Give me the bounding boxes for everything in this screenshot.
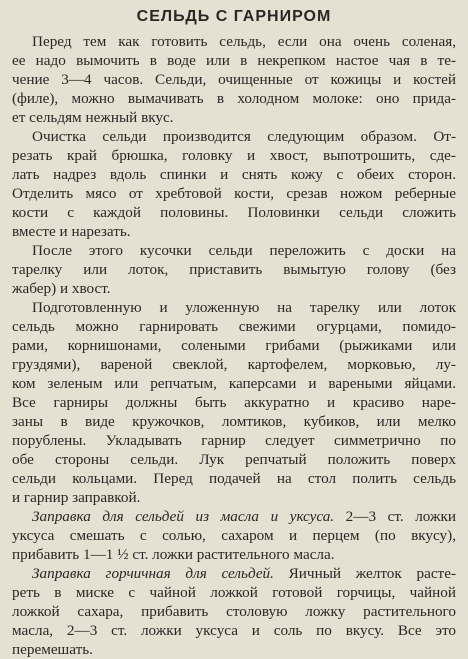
text-fragment: Яичный желток расте-: [273, 565, 456, 582]
text-line: [12, 507, 456, 526]
text-line: груздями), вареной свеклой, картофелем, морковью, лу-: [12, 356, 456, 373]
paragraph-garnish: [12, 298, 456, 507]
text-line: перемешать.: [12, 641, 93, 658]
text-line: рами, корнишонами, солеными грибами (рыжиками или: [12, 337, 456, 354]
text-line: ет сельдям нежный вкус.: [12, 109, 174, 126]
text-line: Все гарниры должны быть аккуратно и красиво наре-: [12, 394, 456, 411]
dressing-heading: Заправка для сельдей из масла и уксуса.: [32, 508, 335, 525]
text-line: заны в виде кружочков, ломтиков, кубиков, или мелко: [12, 413, 456, 430]
text-line: ее надо вымочить в воде или в некрепком настое чая в те-: [12, 52, 456, 69]
text-line: сельдь можно гарнировать свежими огурцами, помидо-: [12, 318, 456, 335]
text-line: ложкой сахара, прибавить столовую ложку растительного: [12, 603, 456, 620]
text-line: лать надрез вдоль спинки и снять кожу с обеих сторон.: [12, 166, 456, 183]
text-line: Перед тем как готовить сельдь, если она очень соленая,: [32, 33, 456, 50]
text-fragment: 2—3 ст. ложки: [334, 508, 456, 525]
dressing-heading: Заправка горчичная для сельдей.: [32, 565, 274, 582]
text-line: порублены. Укладывать гарнир следует симметрично по: [12, 432, 456, 449]
text-line: вместе и нарезать.: [12, 223, 131, 240]
text-line: кости с каждой половины. Половинки сельди сложить: [12, 204, 456, 221]
paragraph-mustard-dressing: [12, 564, 456, 659]
text-line: Подготовленную и уложенную на тарелку или лоток: [32, 299, 456, 316]
paragraph-soaking: [12, 32, 456, 127]
text-line: масла, 2—3 ст. ложки уксуса и соль по вкусу. Все это: [12, 622, 456, 639]
text-line: обе стороны сельди. Лук репчатый положить поверх: [12, 451, 456, 468]
paragraph-plating: [12, 241, 456, 298]
text-line: ком зеленым или репчатым, каперсами и вареными яйцами.: [12, 375, 456, 392]
text-line: прибавить 1—1 ½ ст. ложки растительного масла.: [12, 546, 335, 563]
text-line: (филе), можно вымачивать в холодном молоке: оно прида-: [12, 90, 456, 107]
text-line: Отделить мясо от хребтовой кости, срезав ножом реберные: [12, 185, 456, 202]
text-line: чение 3—4 часов. Сельди, очищенные от кожицы и костей: [12, 71, 456, 88]
paragraph-cleaning: [12, 127, 456, 241]
text-line: [12, 564, 456, 583]
paragraph-oil-vinegar-dressing: [12, 507, 456, 564]
text-line: и гарнир заправкой.: [12, 489, 141, 506]
text-line: После этого кусочки сельди переложить с доски на: [32, 242, 456, 259]
text-line: тарелку или лоток, приставить вымытую голову (без: [12, 261, 456, 278]
text-line: реть в миске с чайной ложкой готовой горчицы, чайной: [12, 584, 456, 601]
recipe-title: СЕЛЬДЬ С ГАРНИРОМ: [136, 8, 332, 25]
text-line: уксуса смешать с солью, сахаром и перцем (по вкусу),: [12, 527, 456, 544]
text-line: Очистка сельди производится следующим образом. От-: [32, 128, 456, 145]
text-line: резать край брюшка, головку и хвост, выпотрошить, сде-: [12, 147, 456, 164]
text-line: сельди кольцами. Перед подачей на стол полить сельдь: [12, 470, 456, 487]
text-line: жабер) и хвост.: [12, 280, 111, 297]
